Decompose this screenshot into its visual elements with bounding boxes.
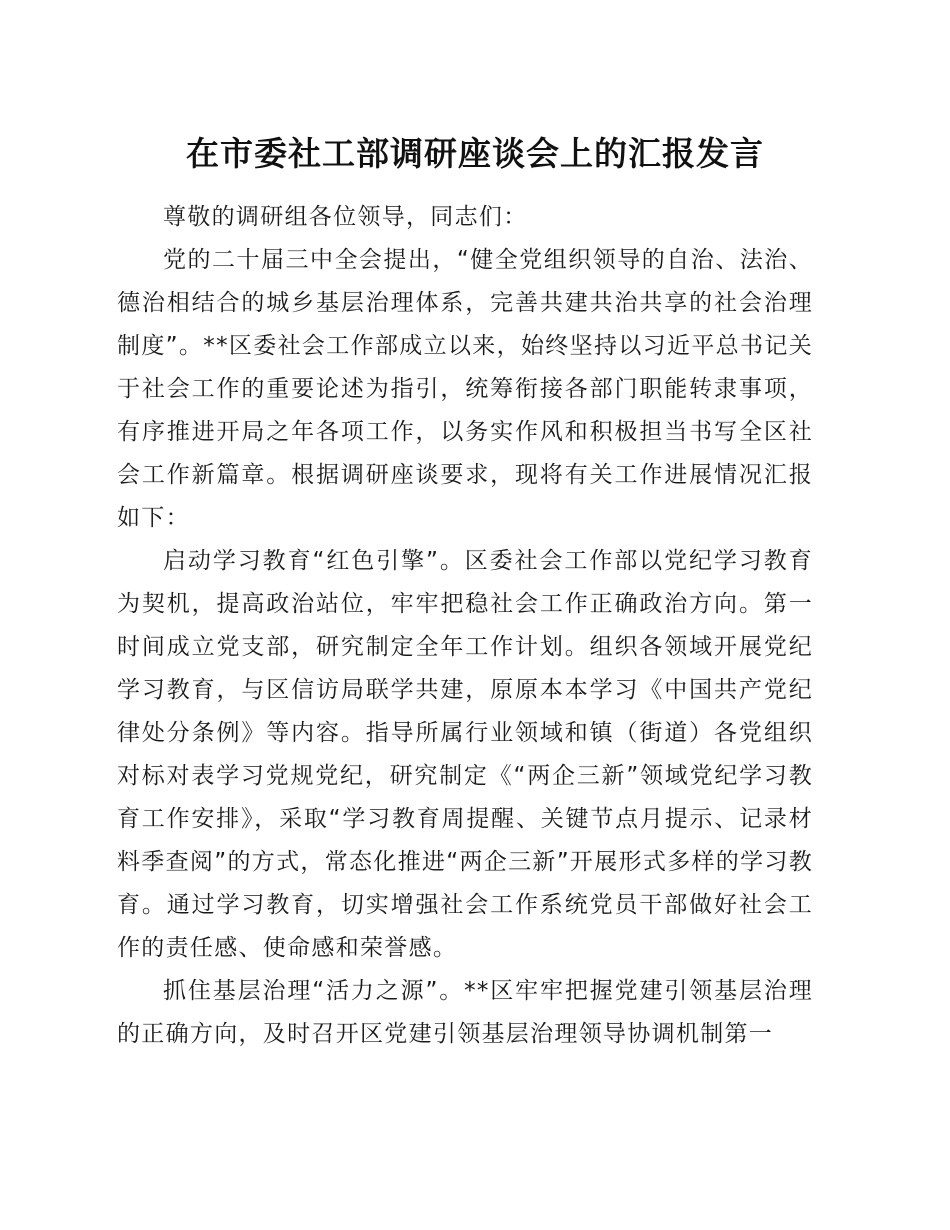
document-body [117, 196, 813, 1056]
paragraph-intro: 党的二十届三中全会提出，“健全党组织领导的自治、法治、德治相结合的城乡基层治理体系，完善共建共治共享的社会治理制度”。**区委社会工作部成立以来，始终坚持以习近平总书记关于社会工作的重要论述为指引，统筹衔接各部门职能转隶事项，有序推进开局之年各项工作，以务实作风和积极担当书写全区社会工作新篇章。根据调研座谈要求，现将有关工作进展情况汇报如下： [117, 247, 813, 531]
paragraph-grassroots-governance: 抓住基层治理“活力之源”。**区牢牢把握党建引领基层治理的正确方向，及时召开区党建引领基层治理领导协调机制第一 [117, 978, 813, 1047]
paragraph-study-education: 启动学习教育“红色引擎”。区委社会工作部以党纪学习教育为契机，提高政治站位，牢牢把稳社会工作正确政治方向。第一时间成立党支部，研究制定全年工作计划。组织各领域开展党纪学习教育，与区信访局联学共建，原原本本学习《中国共产党纪律处分条例》等内容。指导所属行业领域和镇（街道）各党组织对标对表学习党规党纪，研究制定《“两企三新”领域党纪学习教育工作安排》，采取“学习教育周提醒、关键节点月提示、记录材料季查阅”的方式，常态化推进“两企三新”开展形式多样的学习教育。通过学习教育，切实增强社会工作系统党员干部做好社会工作的责任感、使命感和荣誉感。 [117, 548, 813, 961]
salutation: 尊敬的调研组各位领导，同志们： [163, 204, 528, 230]
document-title: 在市委社工部调研座谈会上的汇报发言 [186, 134, 764, 173]
